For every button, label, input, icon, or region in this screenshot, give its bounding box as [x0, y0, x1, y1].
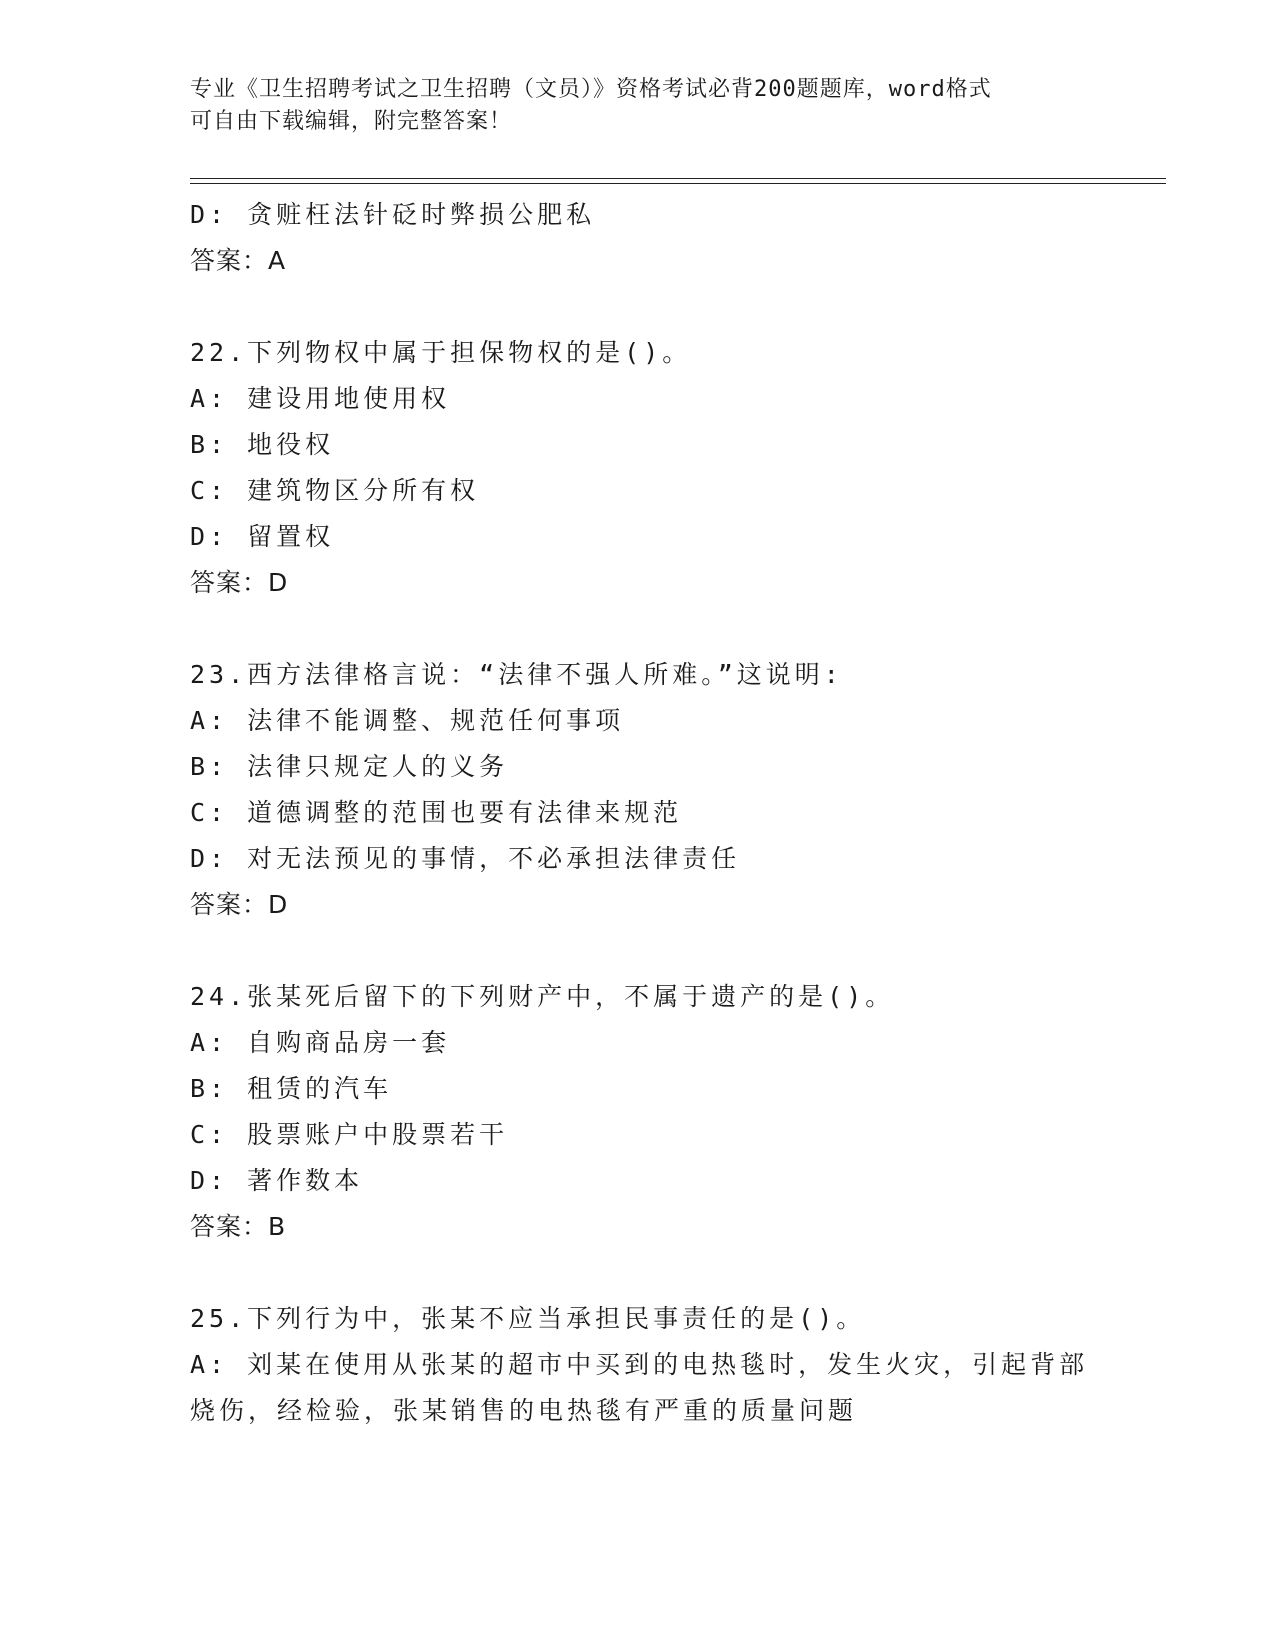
question-text: 24.张某死后留下的下列财产中，不属于遗产的是()。 — [190, 982, 895, 1011]
option-c: C: 道德调整的范围也要有法律来规范 — [190, 798, 683, 827]
spacer — [190, 928, 1090, 974]
question-block-25 — [190, 1296, 1090, 1434]
option-a: A: 法律不能调整、规范任何事项 — [190, 706, 625, 735]
answer-line: 答案：D — [190, 890, 289, 919]
option-b: B: 租赁的汽车 — [190, 1074, 393, 1103]
option-b: B: 地役权 — [190, 430, 335, 459]
question-text: 23.西方法律格言说：“法律不强人所难。”这说明: — [190, 660, 843, 689]
question-block-22 — [190, 330, 1090, 606]
answer-line: 答案：D — [190, 568, 289, 597]
option-c: C: 股票账户中股票若干 — [190, 1120, 509, 1149]
question-block-24 — [190, 974, 1090, 1250]
header-divider-top — [190, 178, 1166, 179]
answer-line: 答案：A — [190, 246, 287, 275]
option-a-continued: 烧伤，经检验，张某销售的电热毯有严重的质量问题 — [190, 1396, 858, 1425]
header-line-1: 专业《卫生招聘考试之卫生招聘（文员）》资格考试必背200题题库，word格式 — [190, 77, 992, 102]
document-header — [190, 74, 1090, 138]
option-d: D: 留置权 — [190, 522, 335, 551]
question-block-23 — [190, 652, 1090, 928]
option-c: C: 建筑物区分所有权 — [190, 476, 480, 505]
spacer — [190, 606, 1090, 652]
spacer — [190, 284, 1090, 330]
option-a: A: 建设用地使用权 — [190, 384, 451, 413]
question-block-21-tail — [190, 192, 1090, 284]
question-text: 22.下列物权中属于担保物权的是()。 — [190, 338, 692, 367]
option-d: D: 著作数本 — [190, 1166, 364, 1195]
option-d: D: 贪赃枉法针砭时弊损公肥私 — [190, 200, 596, 229]
option-b: B: 法律只规定人的义务 — [190, 752, 509, 781]
question-list — [190, 192, 1090, 1434]
option-d: D: 对无法预见的事情，不必承担法律责任 — [190, 844, 741, 873]
question-text: 25.下列行为中，张某不应当承担民事责任的是()。 — [190, 1304, 866, 1333]
option-a: A: 刘某在使用从张某的超市中买到的电热毯时，发生火灾，引起背部 — [190, 1350, 1089, 1379]
header-divider-bottom — [190, 183, 1166, 184]
spacer — [190, 1250, 1090, 1296]
option-a: A: 自购商品房一套 — [190, 1028, 451, 1057]
header-line-2: 可自由下载编辑，附完整答案！ — [190, 109, 513, 134]
answer-line: 答案：B — [190, 1212, 287, 1241]
